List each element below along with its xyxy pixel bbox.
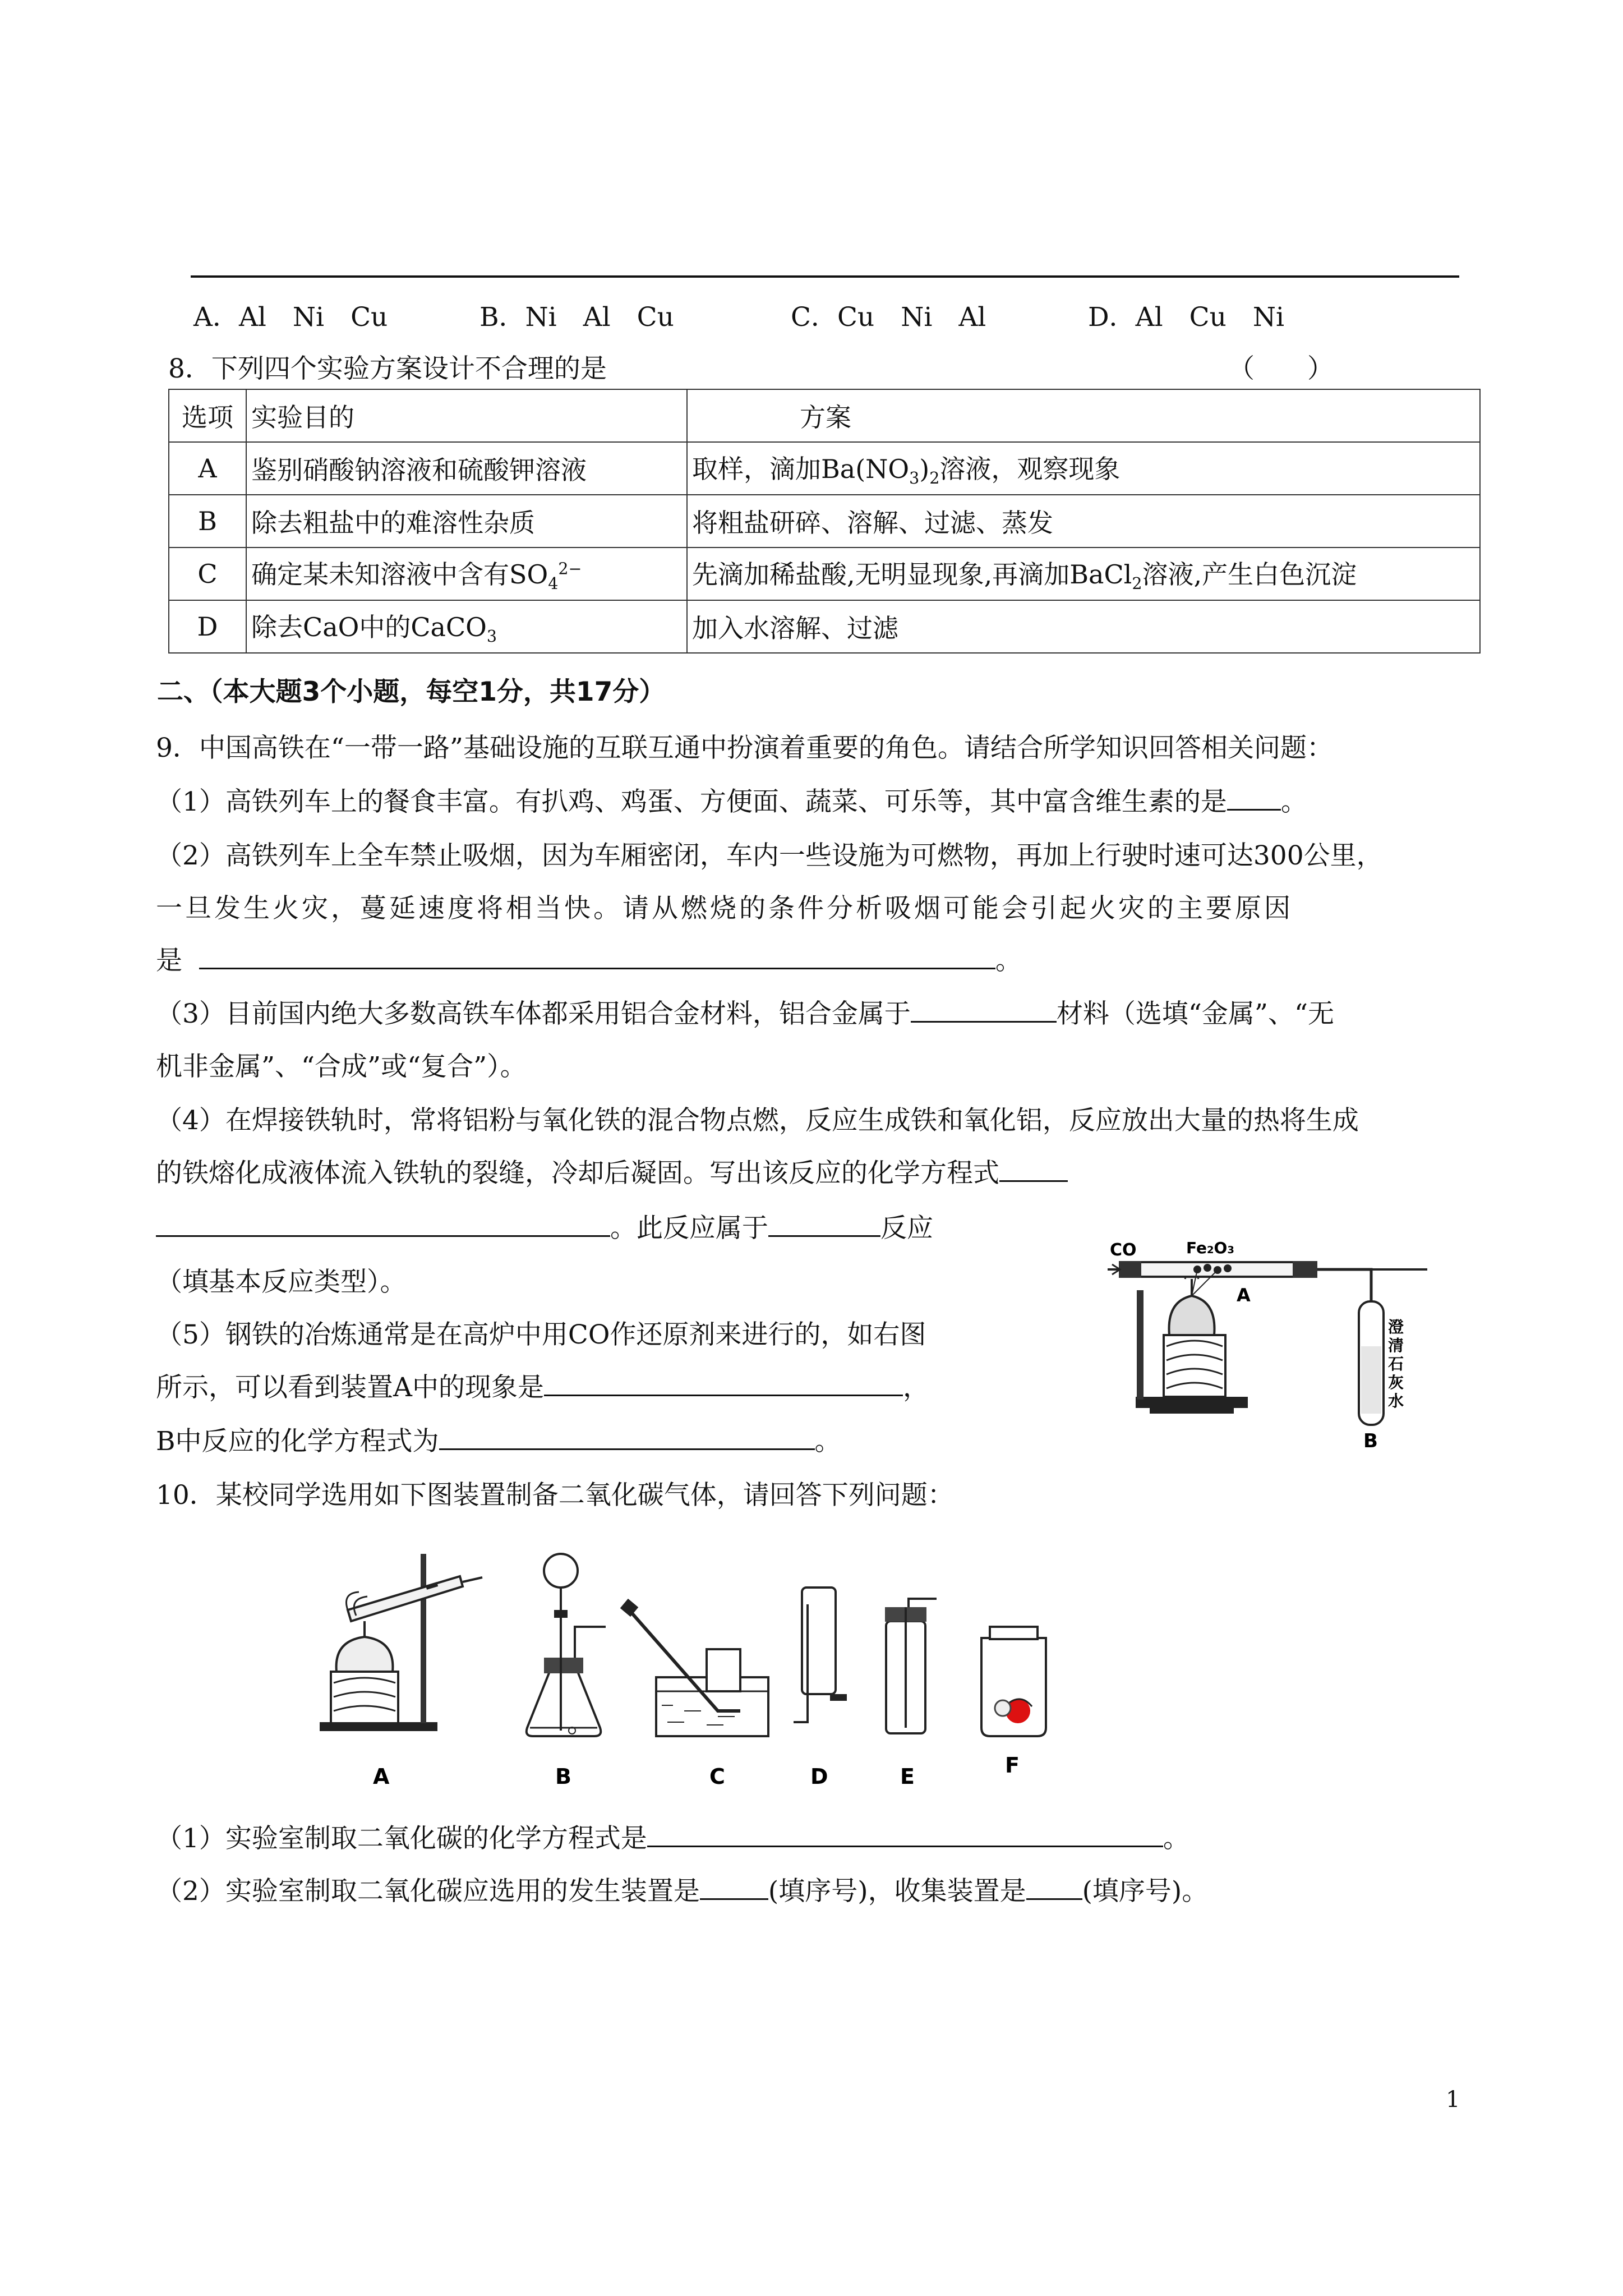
q8-stem: 8．下列四个实验方案设计不合理的是	[168, 353, 607, 384]
q9-part3-line2: 机非金属”、“合成”或“复合”）。	[156, 1051, 527, 1082]
answer-blank[interactable]	[911, 999, 1057, 1023]
table-row	[169, 600, 1480, 653]
row-option: D	[169, 600, 246, 653]
q8-options-table	[168, 389, 1481, 654]
answer-blank[interactable]	[1227, 786, 1281, 811]
row-plan: 取样，滴加$Ba(NO_3)_2$溶液，观察现象	[687, 442, 1480, 495]
label-f: F	[1005, 1753, 1020, 1778]
co-reduction-apparatus-figure	[1108, 1206, 1461, 1453]
apparatus-d	[794, 1588, 847, 1722]
q10-part1: （1）实验室制取二氧化碳的化学方程式是 。	[156, 1823, 1189, 1854]
co-label: CO	[1110, 1240, 1137, 1260]
apparatus-a	[320, 1554, 482, 1731]
label-b: B	[1363, 1430, 1378, 1452]
limewater-char-2: 清	[1388, 1336, 1404, 1355]
q9-part5-line1: （5）钢铁的冶炼通常是在高炉中用CO作还原剂来进行的，如右图	[156, 1319, 926, 1350]
table-row	[169, 547, 1480, 600]
limewater-char-5: 水	[1388, 1392, 1404, 1410]
answer-blank[interactable]	[768, 1213, 880, 1237]
q9-part4-line1: （4）在焊接铁轨时，常将铝粉与氧化铁的混合物点燃，反应生成铁和氧化铝，反应放出大量的热将生成	[156, 1105, 1359, 1136]
answer-blank[interactable]	[999, 1158, 1068, 1182]
q9-part2-line2: 一旦发生火灾，蔓延速度将相当快。请从燃烧的条件分析吸烟可能会引起火灾的主要原因	[156, 893, 1293, 924]
apparatus-f	[981, 1627, 1046, 1736]
page-number: 1	[1446, 2087, 1460, 2113]
q9-part2-line3: 是 。	[156, 945, 1022, 976]
q9-stem: 9．中国高铁在“一带一路”基础设施的互联互通中扮演着重要的角色。请结合所学知识回答相关问题：	[156, 733, 1333, 763]
answer-blank[interactable]	[700, 1876, 768, 1900]
alcohol-lamp	[1169, 1296, 1215, 1335]
row-option: C	[169, 547, 246, 600]
q10-stem: 10．某校同学选用如下图装置制备二氧化碳气体，请回答下列问题：	[156, 1480, 954, 1511]
stopper-right	[1293, 1261, 1317, 1278]
q7-option-d: D．Al Cu Ni	[1088, 302, 1285, 333]
label-d: D	[810, 1764, 828, 1789]
fe2o3-label: Fe2O3	[1186, 1239, 1234, 1257]
answer-blank[interactable]	[544, 1372, 903, 1396]
limewater-char-4: 灰	[1388, 1373, 1404, 1392]
label-c: C	[709, 1764, 725, 1789]
q9-part4-line3: 。此反应属于 反应	[156, 1207, 933, 1245]
answer-blank[interactable]	[1026, 1876, 1082, 1900]
q7-option-c: C．Cu Ni Al	[791, 302, 986, 333]
label-a: A	[1237, 1285, 1251, 1306]
q9-part5-line2: 所示，可以看到装置A中的现象是 ，	[156, 1372, 929, 1403]
table-header-option: 选项	[169, 389, 246, 442]
limewater-char-1: 澄	[1388, 1318, 1404, 1336]
q9-part3-line1: （3）目前国内绝大多数高铁车体都采用铝合金材料，铝合金属于 材料（选填“金属”、“无	[156, 999, 1334, 1029]
q10-part2: （2）实验室制取二氧化碳应选用的发生装置是 (填序号)，收集装置是 (填序号)。	[156, 1876, 1209, 1907]
apparatus-e	[885, 1599, 937, 1733]
table-header-goal: 实验目的	[246, 389, 687, 442]
q7-option-b: B．Ni Al Cu	[479, 302, 674, 333]
label-e: E	[900, 1764, 915, 1789]
row-goal: 确定某未知溶液中含有$SO_4^{2-}$	[246, 547, 687, 600]
row-plan: 将粗盐研碎、溶解、过滤、蒸发	[687, 495, 1480, 547]
q9-part4-line2: 的铁熔化成液体流入铁轨的裂缝，冷却后凝固。写出该反应的化学方程式	[156, 1152, 1068, 1190]
q8-answer-paren: （ ）	[1228, 353, 1334, 384]
label-b: B	[555, 1764, 571, 1789]
apparatus-b	[527, 1554, 606, 1736]
q9-part5-line3: B中反应的化学方程式为 。	[156, 1426, 841, 1457]
gas-apparatus-figure	[314, 1543, 1138, 1795]
stopper-left	[1119, 1261, 1141, 1278]
answer-blank[interactable]	[199, 945, 995, 969]
row-goal: 除去CaO中的CaCO$_3$	[246, 600, 687, 653]
row-plan: 加入水溶解、过滤	[687, 600, 1480, 653]
stand-base	[1136, 1397, 1248, 1408]
q7-option-a: A．Al Ni Cu	[193, 302, 388, 333]
row-plan: 先滴加稀盐酸,无明显现象,再滴加BaCl$_2$溶液,产生白色沉淀	[687, 547, 1480, 600]
row-option: B	[169, 495, 246, 547]
q9-part4-line4: （填基本反应类型）。	[156, 1267, 407, 1297]
section-heading: 二、（本大题3个小题，每空1分，共17分）	[157, 677, 666, 707]
q9-part1: （1）高铁列车上的餐食丰富。有扒鸡、鸡蛋、方便面、蔬菜、可乐等，其中富含维生素的是 。	[156, 786, 1307, 817]
apparatus-c	[620, 1599, 768, 1736]
q9-part2-line1: （2）高铁列车上全车禁止吸烟，因为车厢密闭，车内一些设施为可燃物，再加上行驶时速可达300公里，	[156, 840, 1383, 871]
table-row	[169, 442, 1480, 495]
answer-blank[interactable]	[647, 1823, 1163, 1847]
label-a: A	[373, 1764, 390, 1789]
table-row	[169, 495, 1480, 547]
answer-blank[interactable]	[439, 1426, 815, 1450]
row-option: A	[169, 442, 246, 495]
limewater-char-3: 石	[1388, 1355, 1404, 1373]
stand-rod	[1137, 1290, 1144, 1400]
row-goal: 鉴别硝酸钠溶液和硫酸钾溶液	[246, 442, 687, 495]
header-rule	[191, 275, 1459, 278]
table-header-row	[169, 389, 1480, 442]
answer-blank[interactable]	[156, 1213, 610, 1237]
table-header-plan: 方案	[687, 389, 1480, 442]
row-goal: 除去粗盐中的难溶性杂质	[246, 495, 687, 547]
